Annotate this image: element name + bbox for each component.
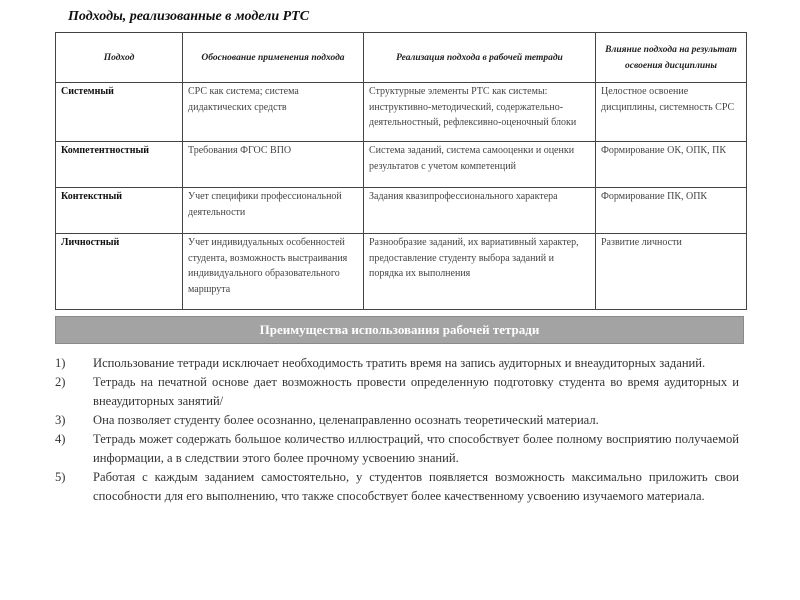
cell-approach: Системный <box>56 83 183 142</box>
list-item-text: Тетрадь может содержать большое количество иллюстраций, что способствует более полному восприятию получаемой информации, а в следствии этого более прочному усвоению знаний. <box>93 432 739 465</box>
advantages-list <box>55 354 739 506</box>
cell-impact: Формирование ПК, ОПК <box>596 188 747 234</box>
page-title: Подходы, реализованные в модели РТС <box>68 9 310 24</box>
table-header-row <box>56 33 747 83</box>
list-item <box>55 354 739 373</box>
list-item-number: 5) <box>55 470 66 484</box>
cell-implementation: Разнообразие заданий, их вариативный характер, предоставление студенту выбора заданий и порядка их выполнения <box>364 234 596 310</box>
cell-approach: Контекстный <box>56 188 183 234</box>
column-header-impact: Влияние подхода на результат освоения дисциплины <box>596 33 747 83</box>
list-item <box>55 430 739 468</box>
list-item <box>55 373 739 411</box>
list-item-number: 3) <box>55 413 66 427</box>
table-row <box>56 188 747 234</box>
list-item <box>55 468 739 506</box>
list-item-number: 2) <box>55 375 66 389</box>
cell-impact: Целостное освоение дисциплины, системность СРС <box>596 83 747 142</box>
advantages-banner: Преимущества использования рабочей тетради <box>55 316 744 344</box>
cell-impact: Развитие личности <box>596 234 747 310</box>
cell-rationale: СРС как система; система дидактических средств <box>183 83 364 142</box>
list-item <box>55 411 739 430</box>
column-header-approach: Подход <box>56 33 183 83</box>
cell-approach: Компетентностный <box>56 142 183 188</box>
cell-rationale: Требования ФГОС ВПО <box>183 142 364 188</box>
cell-implementation: Структурные элементы РТС как системы: инструктивно-методический, содержательно-деятельностный, рефлексивно-оценочный блоки <box>364 83 596 142</box>
approaches-table <box>55 32 747 310</box>
column-header-implementation: Реализация подхода в рабочей тетради <box>364 33 596 83</box>
table-row <box>56 142 747 188</box>
list-item-text: Тетрадь на печатной основе дает возможность провести определенную подготовку студента во время аудиторных и внеаудиторных занятий/ <box>93 375 739 408</box>
list-item-number: 4) <box>55 432 66 446</box>
cell-approach: Личностный <box>56 234 183 310</box>
cell-impact: Формирование ОК, ОПК, ПК <box>596 142 747 188</box>
list-item-text: Она позволяет студенту более осознанно, целенаправленно осознать теоретический материал. <box>93 413 599 427</box>
cell-rationale: Учет индивидуальных особенностей студента, возможность выстраивания индивидуального образовательного маршрута <box>183 234 364 310</box>
cell-implementation: Задания квазипрофессионального характера <box>364 188 596 234</box>
list-item-number: 1) <box>55 356 66 370</box>
table-row <box>56 234 747 310</box>
table-row <box>56 83 747 142</box>
list-item-text: Работая с каждым заданием самостоятельно, у студентов появляется возможность максимально приложить свои способности для его выполнению, что также способствует более качественному усвоению изучаемого материала. <box>93 470 739 503</box>
list-item-text: Использование тетради исключает необходимость тратить время на запись аудиторных и внеаудиторных заданий. <box>93 356 706 370</box>
cell-implementation: Система заданий, система самооценки и оценки результатов с учетом компетенций <box>364 142 596 188</box>
cell-rationale: Учет специфики профессиональной деятельности <box>183 188 364 234</box>
column-header-rationale: Обоснование применения подхода <box>183 33 364 83</box>
